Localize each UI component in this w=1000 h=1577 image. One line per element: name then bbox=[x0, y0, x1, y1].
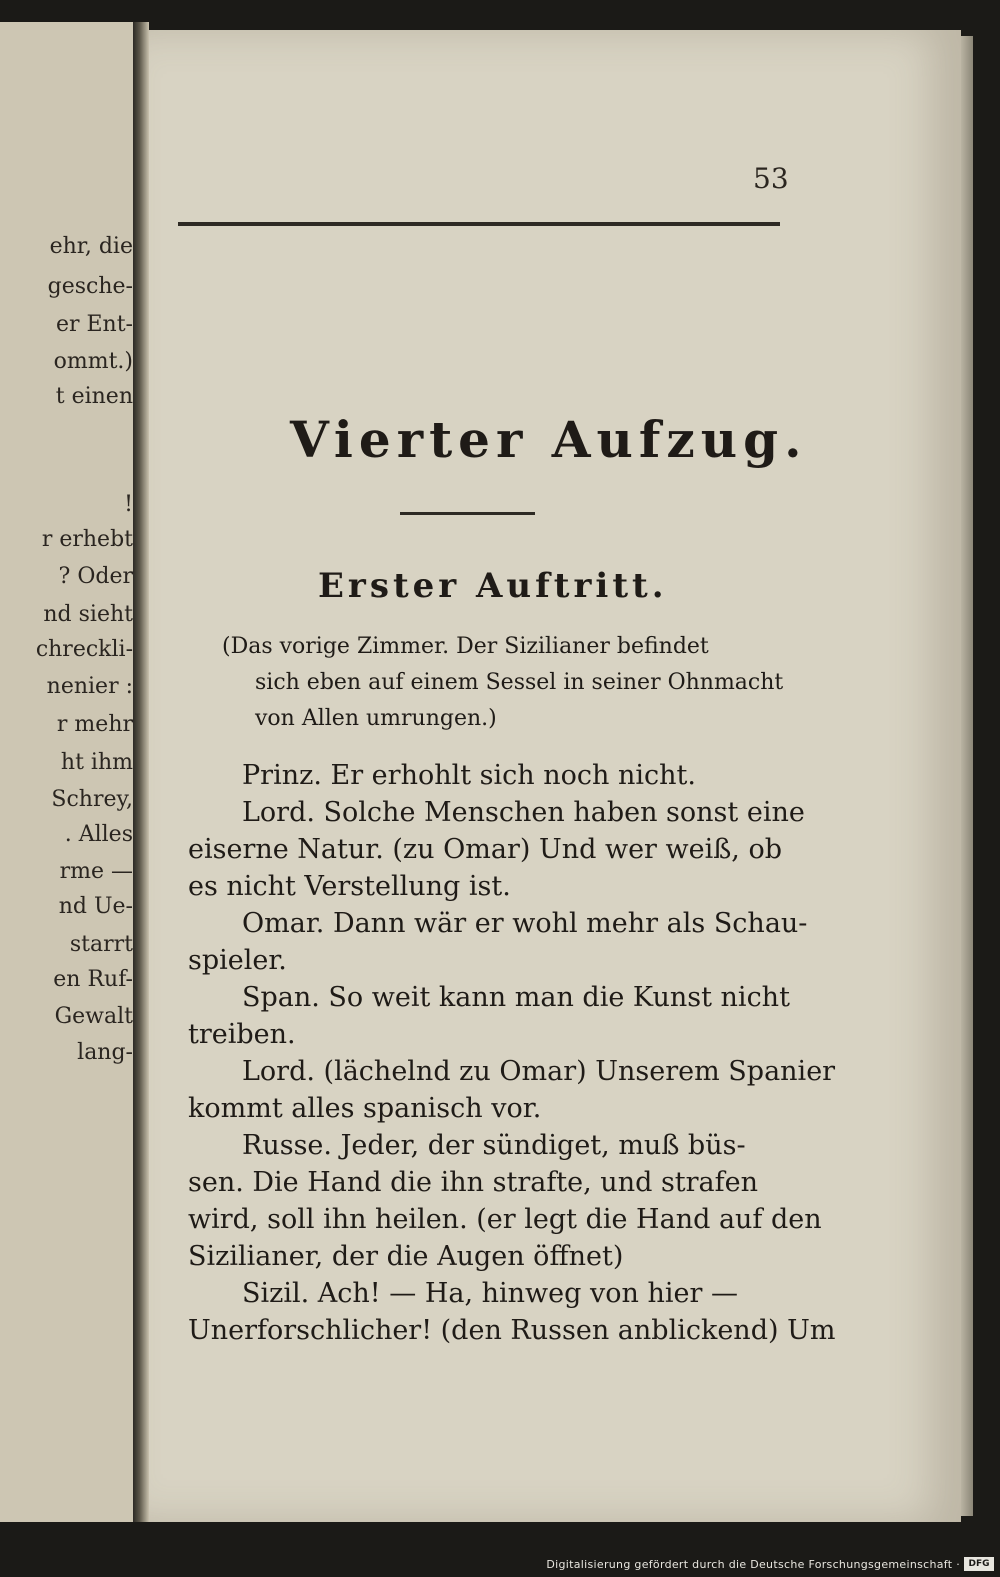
book-gutter bbox=[133, 22, 149, 1522]
dialogue-line: Lord. (lächelnd zu Omar) Unserem Spanier bbox=[242, 1056, 836, 1087]
dialogue-line: wird, soll ihn heilen. (er legt die Hand auf den bbox=[188, 1204, 822, 1235]
dialogue-line: kommt alles spanisch vor. bbox=[188, 1093, 542, 1124]
dialogue-line: Prinz. Er erhohlt sich noch nicht. bbox=[242, 760, 696, 791]
footer-bar bbox=[0, 1555, 1000, 1577]
left-page-line: r erhebt bbox=[41, 527, 133, 552]
page-number: 53 bbox=[753, 162, 789, 195]
title-divider bbox=[400, 512, 535, 515]
left-page-line: ! bbox=[124, 492, 133, 517]
left-page-line: en Ruf- bbox=[53, 967, 133, 992]
dialogue-line: es nicht Verstellung ist. bbox=[188, 871, 511, 902]
left-page-line: nd Ue- bbox=[58, 894, 133, 919]
left-page-line: ? Oder bbox=[58, 564, 133, 589]
left-page-line: rme — bbox=[59, 859, 133, 884]
dialogue-line: Unerforschlicher! (den Russen anblickend) Um bbox=[188, 1315, 836, 1346]
page-edge bbox=[961, 36, 973, 1516]
left-page-line: . Alles bbox=[64, 822, 133, 847]
left-page-line: gesche- bbox=[47, 274, 133, 299]
left-page-line: nenier : bbox=[46, 674, 133, 699]
dialogue-line: spieler. bbox=[188, 945, 287, 976]
left-page-line: r mehr bbox=[56, 712, 133, 737]
dialogue-line: Span. So weit kann man die Kunst nicht bbox=[242, 982, 790, 1013]
footer-credit: Digitalisierung gefördert durch die Deutsche Forschungsgemeinschaft · bbox=[546, 1558, 960, 1571]
stage-direction-line: (Das vorige Zimmer. Der Sizilianer befindet bbox=[222, 634, 709, 659]
dialogue-line: eiserne Natur. (zu Omar) Und wer weiß, ob bbox=[188, 834, 783, 865]
dialogue-line: Lord. Solche Menschen haben sonst eine bbox=[242, 797, 805, 828]
stage-direction-line: sich eben auf einem Sessel in seiner Ohnmacht bbox=[255, 670, 784, 695]
left-page-line: lang- bbox=[77, 1040, 133, 1065]
dialogue-line: Sizilianer, der die Augen öffnet) bbox=[188, 1241, 624, 1272]
left-page-line: t einen bbox=[55, 384, 133, 409]
left-page-line: ommt.) bbox=[53, 349, 133, 374]
dialogue-line: Sizil. Ach! — Ha, hinweg von hier — bbox=[242, 1278, 738, 1309]
left-page bbox=[0, 22, 133, 1522]
left-page-line: Gewalt bbox=[54, 1004, 133, 1029]
left-page-line: starrt bbox=[69, 932, 133, 957]
dialogue-line: sen. Die Hand die ihn strafte, und strafen bbox=[188, 1167, 759, 1198]
left-page-line: er Ent- bbox=[55, 312, 133, 337]
stage-direction-line: von Allen umrungen.) bbox=[255, 706, 497, 731]
header-rule bbox=[178, 222, 780, 226]
dfg-logo: DFG bbox=[964, 1557, 994, 1571]
left-page-line: nd sieht bbox=[43, 602, 133, 627]
left-page-line: ht ihm bbox=[60, 750, 133, 775]
dialogue-line: Omar. Dann wär er wohl mehr als Schau- bbox=[242, 908, 808, 939]
left-page-line: Schrey, bbox=[51, 787, 133, 812]
scene-title: Erster Auftritt. bbox=[318, 566, 668, 606]
dialogue-line: treiben. bbox=[188, 1019, 296, 1050]
left-page-line: chreckli- bbox=[35, 637, 133, 662]
dialogue-line: Russe. Jeder, der sündiget, muß büs- bbox=[242, 1130, 746, 1161]
left-page-line: ehr, die bbox=[49, 234, 133, 259]
act-title: Vierter Aufzug. bbox=[290, 410, 808, 469]
